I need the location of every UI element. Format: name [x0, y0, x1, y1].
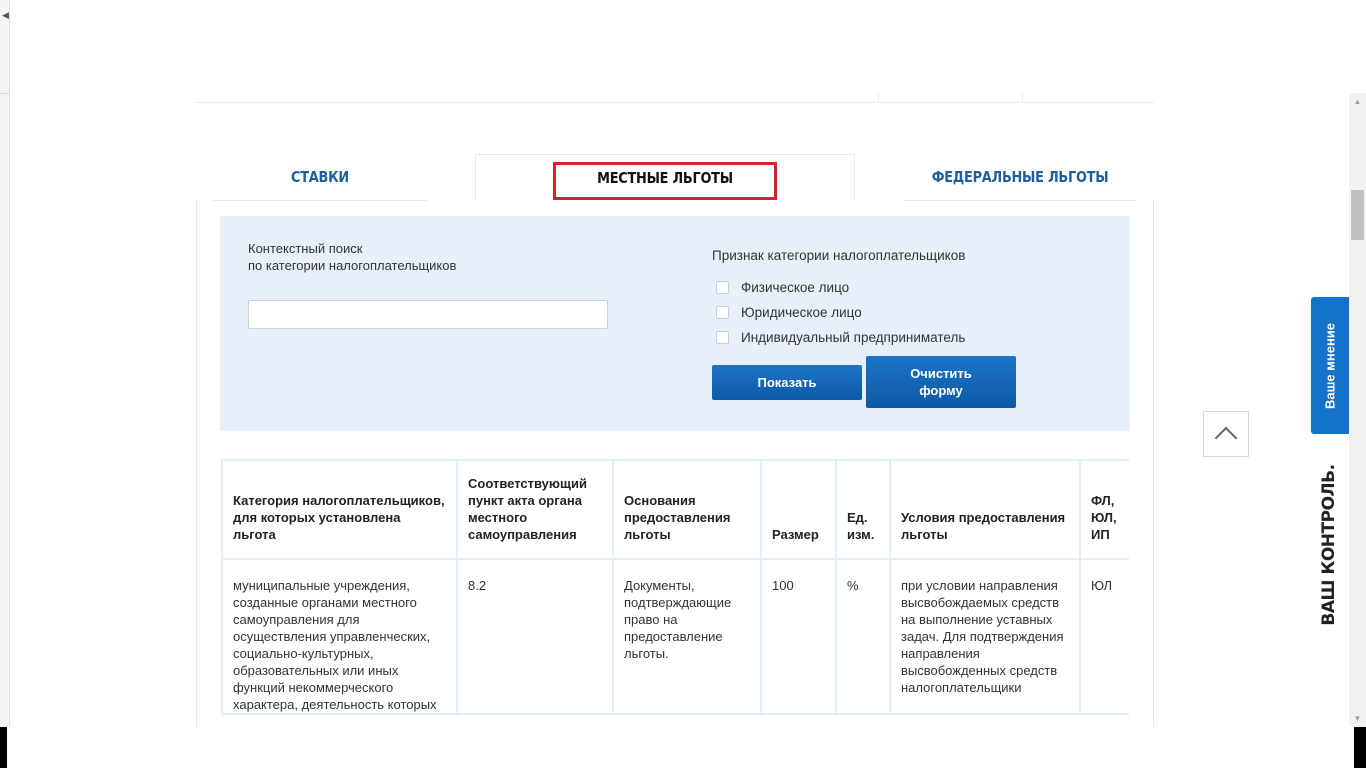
tab-federal-benefits[interactable]: ФЕДЕРАЛЬНЫЕ ЛЬГОТЫ — [905, 154, 1135, 201]
table-row — [222, 559, 1129, 714]
header-category: Категория налогоплательщиков, для которых установлена льгота — [222, 460, 457, 559]
header-unit: Ед. изм. — [836, 460, 890, 559]
scroll-up-arrow-icon[interactable]: ▲ — [1353, 97, 1362, 106]
checkbox-individual[interactable]: Физическое лицо — [716, 280, 849, 295]
cell-grounds: Документы, подтверждающие право на предоставление льготы. — [613, 559, 761, 714]
feedback-tab[interactable]: Ваше мнение — [1311, 297, 1349, 434]
screen-bottom-bar — [0, 727, 1366, 768]
scrollbar-thumb[interactable] — [1351, 190, 1364, 240]
header-grounds: Основания предоставления льготы — [613, 460, 761, 559]
scroll-to-top-button[interactable] — [1203, 411, 1249, 457]
checkbox-entrepreneur[interactable]: Индивидуальный предприниматель — [716, 330, 965, 345]
tab-local-benefits[interactable]: МЕСТНЫЕ ЛЬГОТЫ — [475, 154, 855, 200]
page-scrollbar[interactable] — [1349, 93, 1366, 727]
checkbox-legal-entity[interactable]: Юридическое лицо — [716, 305, 862, 320]
cell-unit: % — [836, 559, 890, 714]
checkbox-icon[interactable] — [716, 331, 729, 344]
cell-act-item: 8.2 — [457, 559, 613, 714]
category-title: Признак категории налогоплательщиков — [712, 248, 966, 263]
show-button[interactable]: Показать — [712, 365, 862, 400]
clear-form-button[interactable]: Очистить форму — [866, 356, 1016, 408]
search-label: Контекстный поиск по категории налогоплательщиков — [248, 241, 457, 273]
cell-category: муниципальные учреждения, созданные органами местного самоуправления для осуществления управленческих, социально-культурных, образовательных или иных функций некоммерческого характера, деятельность которых — [222, 559, 457, 714]
previous-section-border — [196, 102, 1154, 103]
cell-payer-type: ЮЛ — [1080, 559, 1129, 714]
search-input[interactable] — [248, 300, 608, 329]
header-payer-type: ФЛ, ЮЛ, ИП — [1080, 460, 1129, 559]
header-conditions: Условия предоставления льготы — [890, 460, 1080, 559]
window-left-edge — [0, 0, 10, 768]
cell-conditions: при условии направления высвобождаемых средств на выполнение уставных задач. Для подтверждения направления высвобожденных средств налогоплательщики — [890, 559, 1080, 714]
vash-kontrol-logo[interactable]: ВАШ КОНТРОЛЬ. — [1319, 464, 1339, 626]
filter-form — [220, 216, 1130, 431]
checkbox-icon[interactable] — [716, 306, 729, 319]
scroll-down-arrow-icon[interactable]: ▼ — [1353, 714, 1362, 723]
highlight-annotation — [553, 162, 777, 200]
header-act-item: Соответствующий пункт акта органа местного самоуправления — [457, 460, 613, 559]
header-size: Размер — [761, 460, 836, 559]
back-arrow-icon[interactable]: ◀ — [2, 10, 9, 20]
tab-rates[interactable]: СТАВКИ — [213, 154, 426, 201]
table-header-row — [222, 460, 1129, 559]
cell-size: 100 — [761, 559, 836, 714]
benefits-table — [221, 459, 1129, 727]
checkbox-icon[interactable] — [716, 281, 729, 294]
chevron-up-icon — [1215, 427, 1238, 450]
